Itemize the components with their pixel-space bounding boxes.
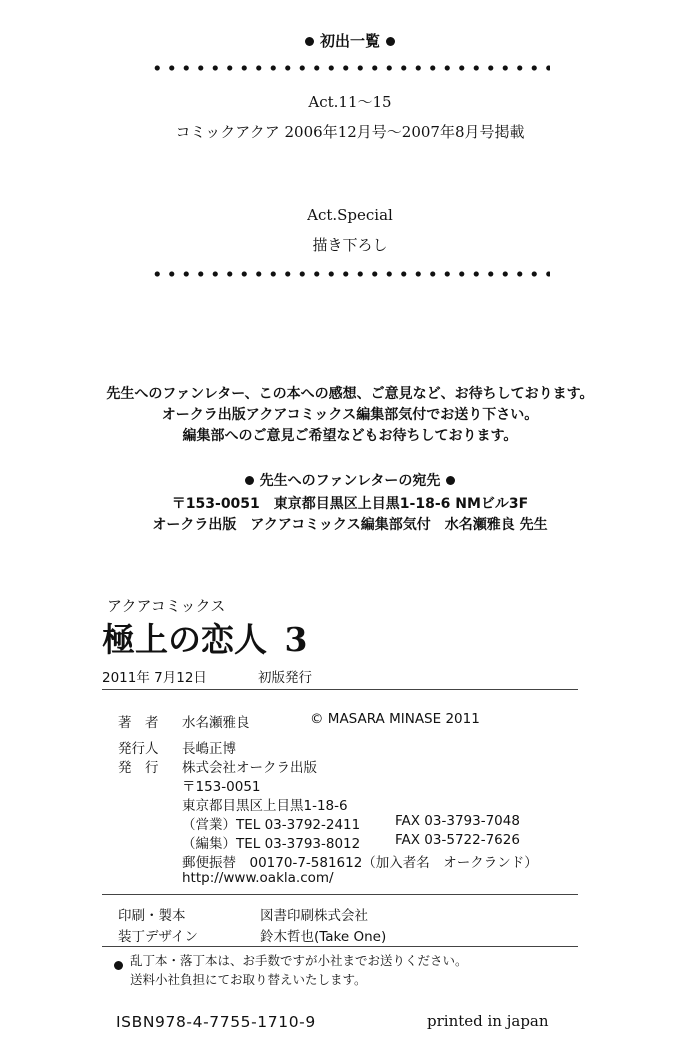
dotted-divider (150, 270, 550, 278)
editorial-fax: FAX 03-5722-7626 (395, 832, 520, 848)
publisher-person-label: 発行人 (118, 741, 159, 757)
message-line: オークラ出版アクアコミックス編集部気付でお送り下さい。 (161, 407, 539, 423)
publisher-person: 長嶋正博 (182, 741, 236, 757)
address-header (0, 470, 700, 490)
notice-line: 乱丁本・落丁本は、お手数ですが小社までお送りください。 (130, 953, 468, 968)
notice-bullet-icon (114, 955, 123, 974)
bullet-icon (446, 476, 455, 485)
designer-name: 鈴木哲也(Take One) (260, 929, 387, 945)
publisher-name: 株式会社オークラ出版 (182, 760, 317, 776)
printed-in-japan: printed in japan (427, 1012, 549, 1030)
publication-date: 2011年 7月12日 (102, 670, 207, 686)
bullet-icon (386, 37, 395, 46)
address-line: オークラ出版 アクアコミックス編集部気付 水名瀬雅良 先生 (152, 517, 548, 533)
author-label: 著 者 (118, 715, 159, 731)
divider (102, 689, 578, 690)
isbn: ISBN978-4-7755-1710-9 (116, 1013, 316, 1031)
volume-number: 3 (284, 620, 308, 659)
act-special-source: 描き下ろし (312, 236, 388, 254)
publisher-label: 発 行 (118, 760, 159, 776)
act-main-source: コミックアクア 2006年12月号～2007年8月号掲載 (175, 123, 525, 141)
sales-tel: （営業）TEL 03-3792-2411 (182, 817, 361, 833)
postal-transfer: 郵便振替 00170-7-581612（加入者名 オークランド） (182, 855, 538, 871)
address-title: 先生へのファンレターの宛先 (259, 473, 441, 489)
design-label: 装丁デザイン (118, 929, 199, 945)
label-name: アクアコミックス (107, 597, 226, 615)
notice-line: 送料小社負担にてお取り替えいたします。 (130, 972, 367, 987)
first-appearance-title: 初出一覧 (319, 32, 380, 50)
website-url: http://www.oakla.com/ (182, 870, 334, 886)
printing-company: 図書印刷株式会社 (260, 908, 368, 924)
divider (102, 894, 578, 895)
sales-fax: FAX 03-3793-7048 (395, 813, 520, 829)
act-special-label: Act.Special (307, 206, 393, 224)
act-main-label: Act.11～15 (308, 93, 392, 111)
printing-label: 印刷・製本 (118, 908, 186, 924)
address-line: 〒153-0051 東京都目黒区上目黒1-18-6 NMビル3F (171, 496, 529, 512)
dotted-divider (150, 64, 550, 72)
edition-label: 初版発行 (258, 670, 312, 686)
copyright: © MASARA MINASE 2011 (310, 711, 480, 727)
first-appearance-header (0, 30, 700, 51)
book-title-text: 極上の恋人 (102, 620, 267, 659)
divider (102, 946, 578, 947)
bullet-icon (305, 37, 314, 46)
publisher-address: 東京都目黒区上目黒1-18-6 (182, 798, 348, 814)
message-line: 編集部へのご意見ご希望などもお待ちしております。 (182, 428, 518, 444)
postal-code: 〒153-0051 (182, 779, 261, 795)
editorial-tel: （編集）TEL 03-3793-8012 (182, 836, 361, 852)
author-name: 水名瀬雅良 (182, 715, 250, 731)
bullet-icon (245, 476, 254, 485)
message-line: 先生へのファンレター、この本への感想、ご意見など、お待ちしております。 (106, 386, 594, 402)
book-title (102, 614, 307, 661)
